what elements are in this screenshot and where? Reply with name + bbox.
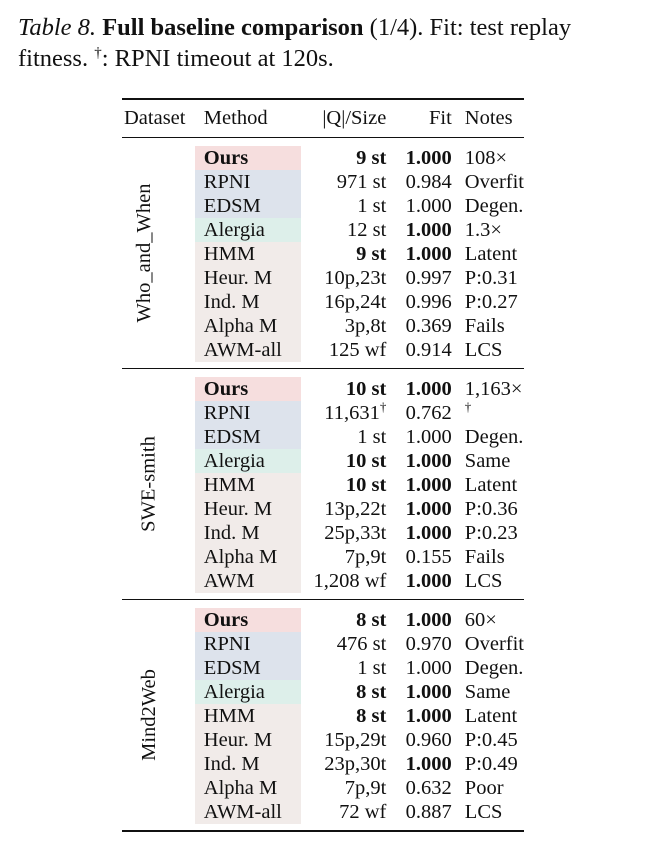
notes-cell [465,776,524,800]
size-cell [298,473,393,497]
notes-cell [465,473,524,497]
method-cell [195,545,299,569]
notes-dagger: † [464,399,472,414]
method-label: Alergia [195,218,302,242]
method-cell [195,680,299,704]
method-label: RPNI [195,170,302,194]
method-cell [195,314,299,338]
fit-value: 0.369 [405,315,452,337]
notes-value: Fails [464,315,505,337]
fit-value: 1.000 [405,570,452,592]
size-cell [298,401,393,425]
notes-cell [465,170,524,194]
method-label: Ind. M [195,521,302,545]
table-caption [18,12,638,74]
dataset-cell [122,600,195,832]
method-cell [195,138,299,171]
size-value: 11,631 [324,402,380,424]
size-value: 72 wf [339,801,387,823]
fit-value: 1.000 [405,681,452,703]
method-cell [195,600,299,633]
notes-cell [465,497,524,521]
size-value: 7p,9t [344,777,387,799]
method-cell [195,338,299,369]
notes-value: Latent [464,474,518,496]
size-cell [298,776,393,800]
notes-value: Latent [464,705,518,727]
notes-value: P:0.31 [464,267,518,289]
method-label: Heur. M [195,266,302,290]
fit-value: 1.000 [405,705,452,727]
fit-value: 1.000 [405,474,452,496]
size-cell [298,138,393,171]
size-cell [298,497,393,521]
fit-value: 1.000 [405,147,452,169]
size-cell [298,290,393,314]
size-cell [298,266,393,290]
size-cell [298,800,393,831]
caption-part: (1/4). [369,14,424,41]
dataset-label: SWE-smith [137,436,160,532]
size-cell [298,314,393,338]
header-fit: Fit [429,107,452,129]
fit-value: 1.000 [405,426,452,448]
notes-value: Poor [464,777,504,799]
size-cell [298,569,393,600]
notes-cell [465,218,524,242]
method-label: HMM [195,242,302,266]
size-cell [298,425,393,449]
method-label: EDSM [195,194,302,218]
caption-timeout-note: : RPNI timeout at 120s. [101,45,334,72]
size-cell [298,521,393,545]
notes-cell [465,138,524,171]
size-value: 10 st [345,450,387,472]
method-cell [195,449,299,473]
size-value: 476 st [336,633,387,655]
method-label: Alpha M [195,545,302,569]
size-cell [298,338,393,369]
notes-cell [465,752,524,776]
header-dataset: Dataset [124,107,186,129]
size-value: 10 st [345,474,387,496]
size-value: 16p,24t [324,291,387,313]
notes-cell [465,194,524,218]
size-value: 10 st [345,378,387,400]
size-value: 1 st [357,195,387,217]
notes-cell [465,425,524,449]
method-label: RPNI [195,401,302,425]
size-value: 23p,30t [324,753,387,775]
notes-cell [465,521,524,545]
size-cell [298,752,393,776]
fit-value: 0.914 [405,339,452,361]
notes-value: LCS [464,570,503,592]
size-value: 1,208 wf [313,570,387,592]
notes-value: Degen. [464,195,524,217]
method-cell [195,632,299,656]
method-cell [195,497,299,521]
notes-cell [465,600,524,633]
size-value: 8 st [356,681,387,703]
notes-cell [465,656,524,680]
notes-value: Overfit [464,171,524,193]
method-label: Alergia [195,449,302,473]
header-size: |Q|/Size [322,107,387,129]
method-label: RPNI [195,632,302,656]
table-row [122,138,524,171]
fit-value: 0.996 [405,291,452,313]
method-cell [195,569,299,600]
baseline-comparison-table [122,98,524,832]
notes-cell [465,290,524,314]
method-label: HMM [195,473,302,497]
method-label: Ours [195,377,302,401]
size-value: 3p,8t [344,315,387,337]
notes-value: Latent [464,243,518,265]
table-header [122,99,524,138]
method-cell [195,170,299,194]
dataset-label: Mind2Web [138,669,161,761]
size-cell [298,632,393,656]
method-cell [195,401,299,425]
dataset-group [122,600,524,832]
method-cell [195,776,299,800]
fit-value: 0.887 [405,801,452,823]
size-dagger: † [379,399,387,414]
notes-value: 108× [464,147,508,169]
method-label: HMM [195,704,302,728]
table-row [122,369,524,402]
size-value: 25p,33t [324,522,387,544]
method-label: AWM-all [195,338,302,362]
notes-value: Degen. [464,426,524,448]
method-cell [195,752,299,776]
notes-value: P:0.36 [464,498,518,520]
notes-value: P:0.45 [464,729,518,751]
size-cell [298,728,393,752]
fit-value: 1.000 [405,219,452,241]
method-label: Ind. M [195,290,302,314]
notes-value: Degen. [464,657,524,679]
method-cell [195,425,299,449]
notes-cell [465,680,524,704]
caption-label: Table 8. [18,14,97,41]
fit-value: 0.997 [405,267,452,289]
fit-value: 1.000 [405,195,452,217]
method-label: Ours [195,608,302,632]
method-cell [195,369,299,402]
size-cell [298,194,393,218]
method-cell [195,473,299,497]
size-value: 10p,23t [324,267,387,289]
method-cell [195,728,299,752]
size-value: 15p,29t [324,729,387,751]
fit-value: 0.632 [405,777,452,799]
fit-value: 0.155 [405,546,452,568]
method-label: Heur. M [195,497,302,521]
fit-value: 1.000 [405,753,452,775]
method-cell [195,266,299,290]
notes-value: LCS [464,801,503,823]
size-value: 12 st [347,219,387,241]
method-cell [195,194,299,218]
method-cell [195,656,299,680]
size-cell [298,704,393,728]
table-row [122,600,524,633]
size-value: 1 st [357,426,387,448]
size-value: 971 st [336,171,387,193]
size-value: 8 st [356,705,387,727]
fit-value: 1.000 [405,498,452,520]
header-method: Method [203,107,268,129]
method-cell [195,242,299,266]
caption-title: Full baseline comparison [102,14,364,41]
notes-value: Fails [464,546,505,568]
size-cell [298,218,393,242]
size-value: 9 st [356,147,387,169]
size-cell [298,680,393,704]
size-cell [298,170,393,194]
caption-dagger: † [94,45,102,61]
notes-cell [465,800,524,831]
fit-value: 0.762 [405,402,452,424]
fit-value: 1.000 [405,522,452,544]
size-cell [298,656,393,680]
fit-value: 1.000 [405,243,452,265]
size-value: 125 wf [328,339,387,361]
header-row [122,99,524,138]
notes-value: Same [464,681,511,703]
caption-fit-note: Fit: test replay fitness. [18,14,572,72]
notes-value: P:0.23 [464,522,518,544]
method-label: Alergia [195,680,302,704]
notes-cell [465,632,524,656]
fit-value: 1.000 [405,378,452,400]
size-cell [298,545,393,569]
method-label: Heur. M [195,728,302,752]
notes-cell [465,242,524,266]
size-cell [298,242,393,266]
method-label: Ind. M [195,752,302,776]
notes-cell [465,314,524,338]
fit-value: 0.984 [405,171,452,193]
notes-cell [465,338,524,369]
notes-cell [465,449,524,473]
fit-value: 1.000 [405,609,452,631]
dataset-group [122,369,524,600]
dataset-group [122,138,524,369]
size-cell [298,369,393,402]
dataset-label: Who_and_When [133,183,156,323]
notes-cell [465,569,524,600]
method-cell [195,218,299,242]
fit-value: 0.970 [405,633,452,655]
notes-value: P:0.27 [464,291,518,313]
notes-cell [465,704,524,728]
method-label: EDSM [195,425,302,449]
notes-cell [465,401,524,425]
method-label: AWM [195,569,302,593]
notes-value: LCS [464,339,503,361]
notes-cell [465,545,524,569]
size-value: 13p,22t [324,498,387,520]
size-cell [298,600,393,633]
notes-value: Overfit [464,633,524,655]
size-value: 8 st [356,609,387,631]
notes-value: 1.3× [464,219,502,241]
fit-value: 0.960 [405,729,452,751]
size-cell [298,449,393,473]
size-value: 1 st [357,657,387,679]
method-cell [195,704,299,728]
notes-cell [465,266,524,290]
notes-value: 60× [464,609,497,631]
notes-cell [465,369,524,402]
method-cell [195,800,299,831]
method-label: Alpha M [195,776,302,800]
notes-value: P:0.49 [464,753,518,775]
method-label: AWM-all [195,800,302,824]
dataset-cell [122,369,195,600]
notes-cell [465,728,524,752]
notes-value: 1,163× [464,378,523,400]
dataset-cell [122,138,195,369]
fit-value: 1.000 [405,450,452,472]
method-label: Alpha M [195,314,302,338]
method-label: EDSM [195,656,302,680]
notes-value: Same [464,450,511,472]
method-cell [195,290,299,314]
size-value: 9 st [356,243,387,265]
method-label: Ours [195,146,302,170]
header-notes: Notes [464,107,513,129]
method-cell [195,521,299,545]
fit-value: 1.000 [405,657,452,679]
size-value: 7p,9t [344,546,387,568]
baseline-table-container [122,98,524,832]
